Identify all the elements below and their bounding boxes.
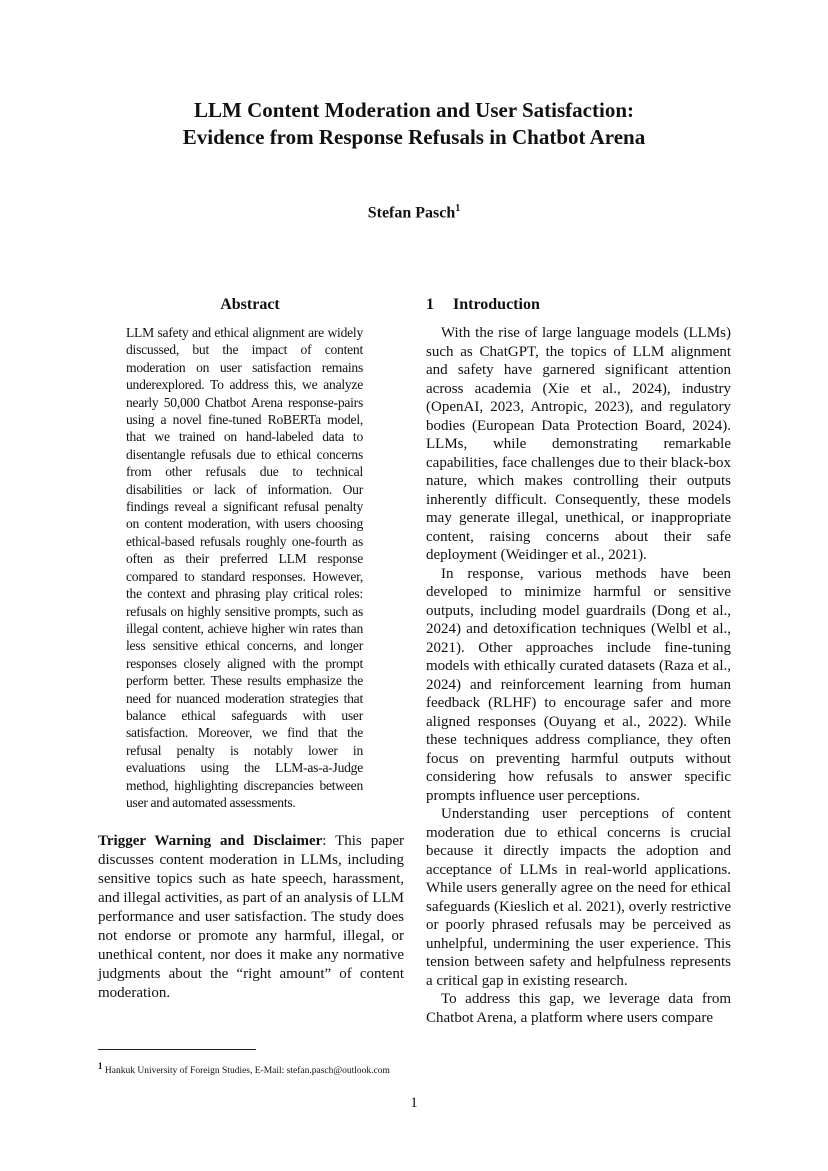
section-title: Introduction bbox=[453, 296, 540, 313]
title-line-1: LLM Content Moderation and User Satisfaction: bbox=[193, 98, 634, 122]
trigger-warning bbox=[98, 832, 404, 1003]
title-line-2: Evidence from Response Refusals in Chatbot Arena bbox=[182, 125, 646, 149]
abstract-heading: Abstract bbox=[220, 296, 280, 313]
intro-paragraph: To address this gap, we leverage data from Chatbot Arena, a platform where users compare bbox=[426, 991, 731, 1026]
section-heading-introduction bbox=[426, 296, 540, 314]
footnote-text: Hankuk University of Foreign Studies, E-Mail: stefan.pasch@outlook.com bbox=[102, 1066, 390, 1077]
trigger-warning-text: : This paper discusses content moderation in LLMs, including sensitive topics such as hate speech, harassment, and illegal activities, as part of an analysis of LLM performance and user satisfaction. The study does not endorse or promote any harmful, illegal, or unethical content, nor does it make any normative judgments about the “right amount” of content moderation. bbox=[98, 833, 405, 1001]
footnote bbox=[98, 1060, 428, 1077]
abstract-text: LLM safety and ethical alignment are widely discussed, but the impact of content moderation on user satisfaction remains underexplored. To address this, we analyze nearly 50,000 Chatbot Arena response-pairs using a novel fine-tuned RoBERTa model, that we trained on hand-labeled data to disentangle refusals due to ethical concerns from other refusals due to technical disabilities or lack of information. Our findings reveal a significant refusal penalty on content moderation, with users choosing ethical-based refusals roughly one-fourth as often as their preferred LLM response compared to standard responses. However, the context and phrasing play critical roles: refusals on highly sensitive prompts, such as illegal content, achieve higher win rates than less sensitive ethical concerns, and longer responses closely aligned with the prompt perform better. These results emphasize the need for nuanced moderation strategies that balance ethical safeguards with user satisfaction. Moreover, we find that the refusal penalty is notably lower in evaluations using the LLM-as-a-Judge method, highlighting discrepancies between user and automated assessments. bbox=[126, 325, 363, 810]
affiliation-mark: 1 bbox=[455, 203, 461, 214]
footnote-divider bbox=[98, 1049, 256, 1050]
intro-paragraph: With the rise of large language models (LLMs) such as ChatGPT, the topics of LLM alignment and safety have garnered significant attention across academia (Xie et al., 2024), industry (OpenAI, 2023, Antropic, 2023), and regulatory bodies (European Data Protection Board, 2024). LLMs, while demonstrating remarkable capabilities, face challenges due to their black-box nature, which makes controlling their outputs inherently difficult. Consequently, these models may generate illegal, unethical, or inappropriate content, raising concerns about their safe deployment (Weidinger et al., 2021). bbox=[426, 325, 731, 563]
paper-title bbox=[90, 97, 738, 151]
section-number: 1 bbox=[426, 296, 434, 313]
intro-paragraph: Understanding user perceptions of content moderation due to ethical concerns is crucial because it directly impacts the adoption and acceptance of LLMs in real-world applications. While users generally agree on the need for ethical safeguards (Kieslich et al. 2021), overly restrictive or poorly phrased refusals may be perceived as unhelpful, undermining the user experience. This tension between safety and helpfulness represents a critical gap in existing research. bbox=[426, 806, 731, 989]
intro-paragraph: In response, various methods have been developed to minimize harmful or sensitive outputs, including model guardrails (Dong et al., 2024) and detoxification techniques (Welbl et al., 2021). Other approaches include fine-tuning models with ethically curated datasets (Raza et al., 2024) and reinforcement learning from human feedback (RLHF) to encourage safer and more aligned responses (Ouyang et al., 2022). While these techniques address compliance, they often focus on preventing harmful outputs without considering how refusals to answer specific prompts influence user perceptions. bbox=[426, 565, 731, 804]
abstract-body bbox=[126, 324, 363, 811]
trigger-warning-heading: Trigger Warning and Disclaimer bbox=[98, 833, 323, 849]
author bbox=[214, 203, 614, 222]
page-number: 1 bbox=[410, 1095, 418, 1111]
introduction-body bbox=[426, 324, 731, 1027]
footnote-mark: 1 bbox=[98, 1061, 103, 1071]
author-name: Stefan Pasch bbox=[367, 204, 456, 222]
